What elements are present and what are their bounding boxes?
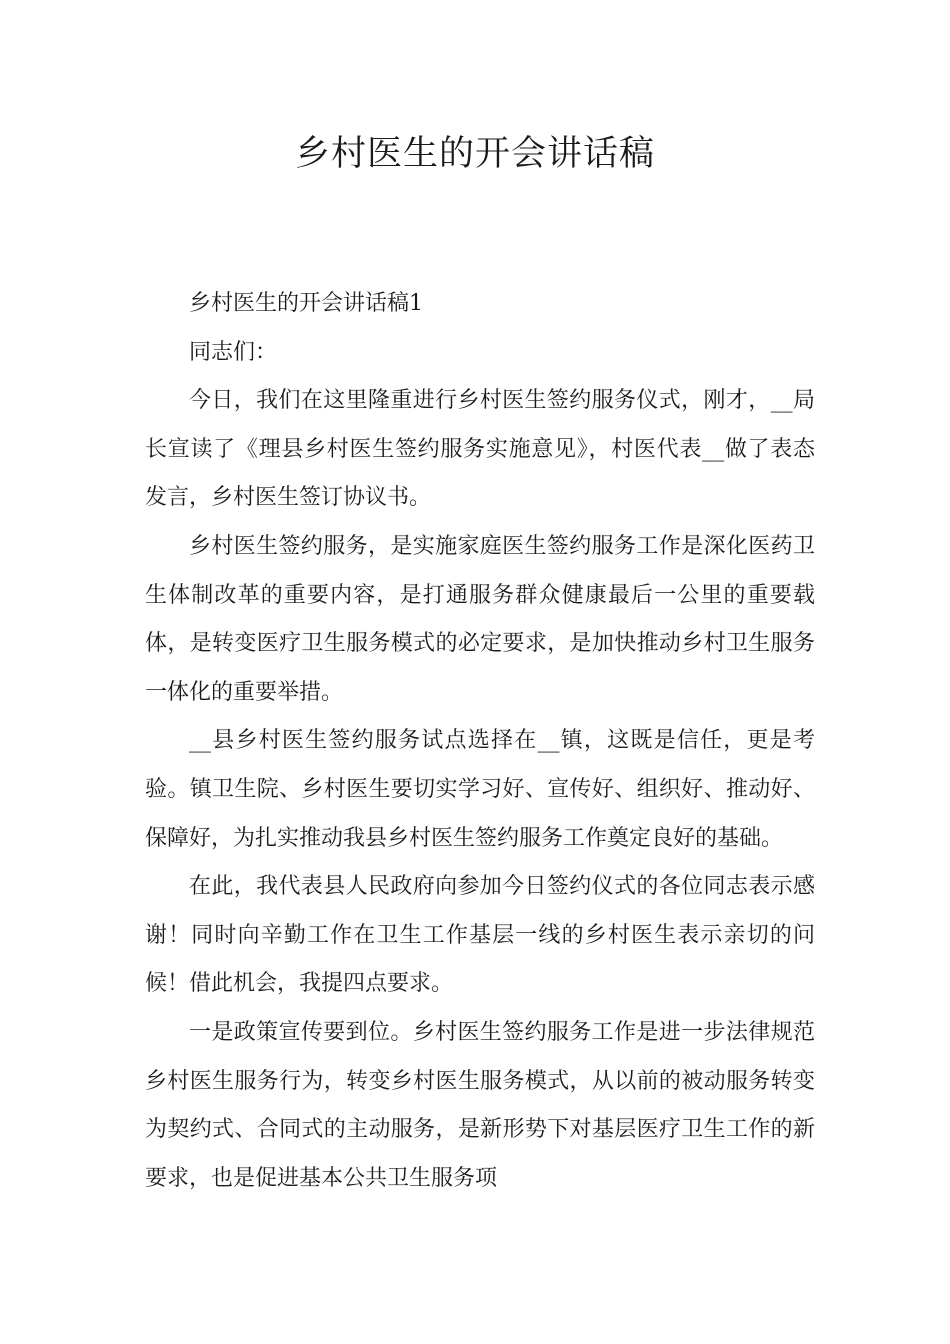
body-paragraph: 乡村医生签约服务，是实施家庭医生签约服务工作是深化医药卫生体制改革的重要内容，是打通服务群众健康最后一公里的重要载体，是转变医疗卫生服务模式的必定要求，是加快推动乡村卫生服务一体化的重要举措。 [145,533,815,705]
salutation: 同志们： [189,339,278,365]
document-title: 乡村医生的开会讲话稿 [294,134,655,174]
body-paragraph: 在此，我代表县人民政府向参加今日签约仪式的各位同志表示感谢！同时向辛勤工作在卫生工作基层一线的乡村医生表示亲切的问候！借此机会，我提四点要求。 [145,874,815,997]
section-heading: 乡村医生的开会讲话稿1 [189,291,423,316]
body-paragraph: 一是政策宣传要到位。乡村医生签约服务工作是进一步法律规范乡村医生服务行为，转变乡村医生服务模式，从以前的被动服务转变为契约式、合同式的主动服务，是新形势下对基层医疗卫生工作的新要求，也是促进基本公共卫生服务项 [145,1019,815,1191]
document-body [145,280,815,1203]
body-paragraph: 今日，我们在这里隆重进行乡村医生签约服务仪式，刚才，__局长宣读了《理县乡村医生签约服务实施意见》，村医代表__做了表态发言，乡村医生签订协议书。 [145,388,815,511]
body-paragraph: __县乡村医生签约服务试点选择在__镇，这既是信任，更是考验。镇卫生院、乡村医生要切实学习好、宣传好、组织好、推动好、保障好，为扎实推动我县乡村医生签约服务工作奠定良好的基础。 [145,728,815,851]
